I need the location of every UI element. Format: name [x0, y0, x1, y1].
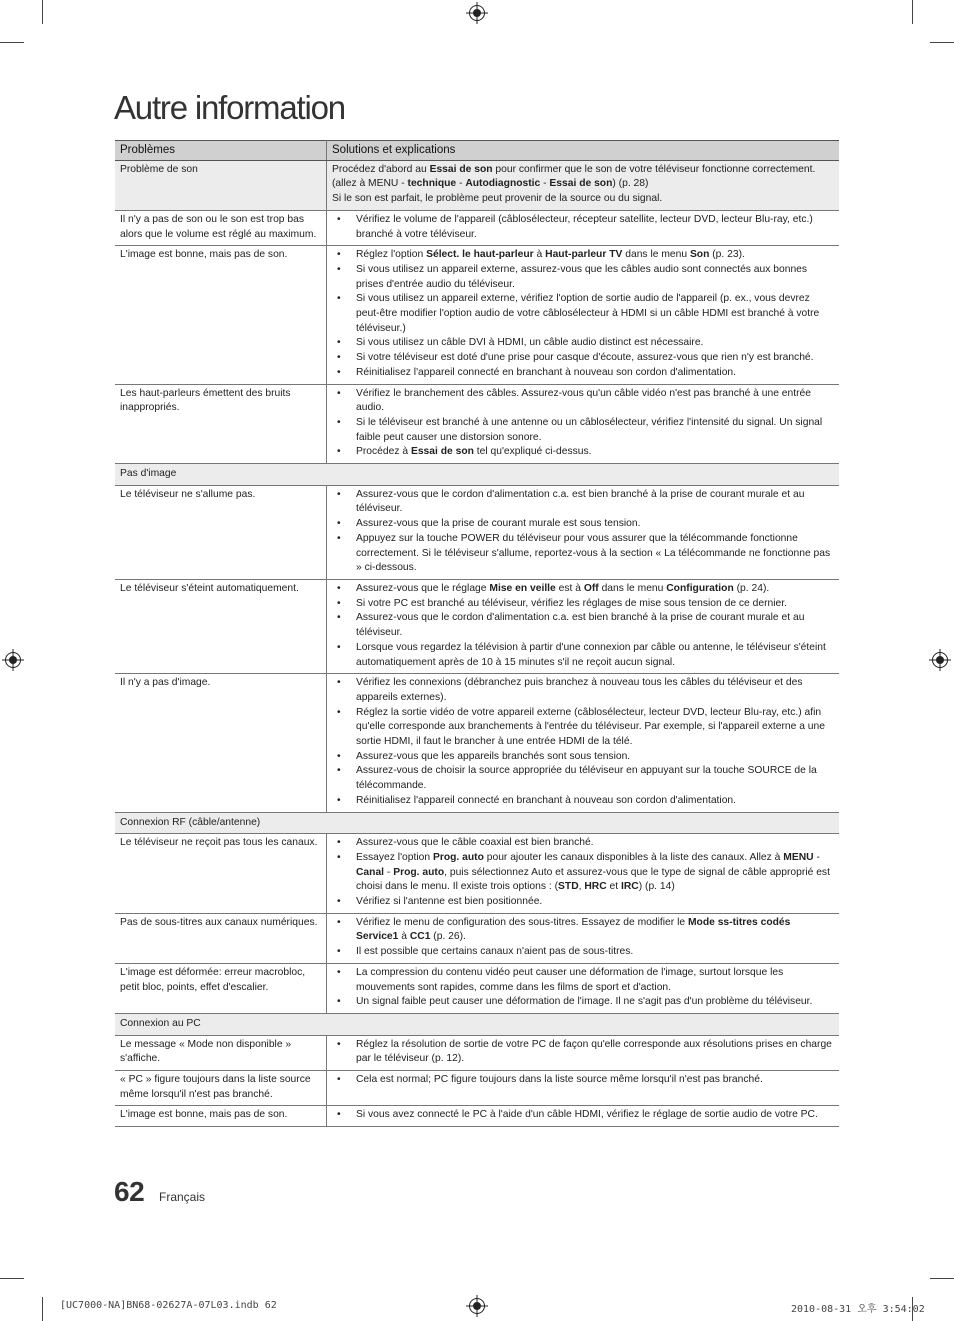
table-row: [115, 963, 839, 1013]
text-segment: , puis sélectionnez Auto et assurez-vous que le type de signal de câble approprié est choisi dans le menu. Il existe trois options : (: [356, 866, 830, 893]
page-number: 62: [114, 1176, 145, 1207]
table-body: [115, 160, 839, 1126]
text-segment: -: [456, 178, 466, 190]
text-segment: (p. 24).: [733, 582, 770, 594]
text-segment: Si vous utilisez un appareil externe, vérifiez l'option de sortie audio de l'appareil (p. ex., vous devrez peut-être modifier l'option audio de votre câblosélecteur à HDMI si un câble HDMI est branché à votre téléviseur.): [356, 293, 820, 334]
solution-cell: [327, 160, 840, 210]
bold-text: Son: [689, 249, 710, 261]
list-item: [332, 851, 834, 895]
table-row: [115, 834, 839, 914]
table-section-row: [115, 812, 839, 834]
crop-mark: [930, 42, 954, 43]
bold-text: Canal: [356, 866, 385, 878]
text-segment: Si votre PC est branché au téléviseur, vérifiez les réglages de mise sous tension de ce dernier.: [356, 597, 787, 609]
troubleshooting-table: [115, 140, 839, 1127]
table-row: [115, 210, 839, 245]
solution-line: [332, 177, 834, 192]
page-title: Autre information: [114, 89, 345, 126]
text-segment: Vérifiez le branchement des câbles. Assurez-vous qu'un câble vidéo n'est pas branché à une entrée audio.: [356, 387, 811, 414]
solution-cell: [327, 913, 840, 963]
list-item: [332, 1038, 834, 1067]
table-section-row: [115, 464, 839, 486]
list-item: [332, 995, 834, 1010]
bold-text: CC1: [409, 931, 431, 943]
solution-cell: [327, 963, 840, 1013]
list-item: [332, 1073, 834, 1088]
text-segment: ,: [578, 881, 585, 893]
problem-cell: Le message « Mode non disponible » s'affiche.: [115, 1035, 327, 1070]
text-segment: ) (p. 28): [612, 178, 649, 190]
text-segment: ) (p. 14): [638, 881, 675, 893]
bold-text: Essai de son: [549, 178, 613, 190]
header-solutions: Solutions et explications: [327, 141, 840, 161]
text-segment: dans le menu: [622, 249, 690, 261]
print-footer-timestamp: 2010-08-31 오후 3:54:02: [791, 1304, 925, 1315]
crop-mark: [42, 0, 43, 24]
solution-list: [332, 676, 834, 808]
text-segment: Assurez-vous que la prise de courant murale est sous tension.: [356, 518, 641, 530]
text-segment: pour ajouter les canaux disponibles à la liste des canaux. Allez à: [483, 851, 784, 863]
text-segment: -: [540, 178, 550, 190]
table-row: [115, 485, 839, 579]
solution-list: [332, 966, 834, 1010]
table-section-row: [115, 1013, 839, 1035]
table-row: [115, 674, 839, 812]
section-label: Connexion RF (câble/antenne): [115, 812, 839, 834]
solution-list: [332, 582, 834, 670]
text-segment: (p. 23).: [709, 249, 745, 261]
text-segment: La compression du contenu vidéo peut causer une déformation de l'image, surtout lorsque les mouvements sont rapides, comme dans les films de sport et d'action.: [356, 966, 784, 993]
bold-text: Autodiagnostic: [465, 178, 541, 190]
text-segment: Un signal faible peut causer une déformation de l'image. Il ne s'agit pas d'un problème du téléviseur.: [356, 996, 813, 1008]
table-row: [115, 1071, 839, 1106]
crop-mark: [42, 1297, 43, 1321]
bold-text: Essai de son: [410, 446, 474, 458]
registration-mark-icon: [932, 652, 948, 668]
list-item: [332, 895, 834, 910]
text-segment: est à: [555, 582, 584, 594]
text-segment: Appuyez sur la touche POWER du téléviseur pour vous assurer que la télécommande fonctionne correctement. Si le téléviseur s'allume, reportez-vous à la section « La télécommande ne fonctionne pas » ci-dessous.: [356, 532, 831, 574]
page-language: Français: [159, 1190, 206, 1204]
text-segment: Assurez-vous que le cordon d'alimentation c.a. est bien branché à la prise de courant murale et au téléviseur.: [356, 488, 805, 515]
list-item: [332, 611, 834, 640]
problem-cell: L'image est bonne, mais pas de son.: [115, 246, 327, 384]
text-segment: Procédez d'abord au: [332, 163, 430, 175]
bold-text: Haut-parleur TV: [545, 249, 623, 261]
solution-cell: [327, 1071, 840, 1106]
text-segment: Assurez-vous que le câble coaxial est bien branché.: [356, 837, 594, 849]
solution-list: [332, 248, 834, 380]
list-item: [332, 1108, 834, 1123]
list-item: [332, 836, 834, 851]
registration-mark-icon: [469, 5, 485, 21]
solution-cell: [327, 384, 840, 464]
text-segment: Réglez la sortie vidéo de votre appareil externe (câblosélecteur, lecteur DVD, lecteur Blu-ray, etc.) afin qu'elle corresponde aux branchements à l'entrée du téléviseur. Par exemple, si l'appareil externe a une sortie HDMI, il faut le brancher à une entrée HDMI de la télé.: [356, 706, 825, 748]
table-row: [115, 246, 839, 384]
solution-cell: [327, 579, 840, 673]
solution-cell: [327, 1035, 840, 1070]
text-segment: (p. 26).: [430, 931, 466, 943]
text-segment: Réinitialisez l'appareil connecté en branchant à nouveau son cordon d'alimentation.: [356, 366, 737, 378]
list-item: [332, 597, 834, 612]
text-segment: Réglez la résolution de sortie de votre PC de façon qu'elle corresponde aux résolutions prises en charge par le téléviseur (p. 12).: [356, 1038, 832, 1065]
problem-cell: Il n'y a pas d'image.: [115, 674, 327, 812]
problem-cell: Pas de sous-titres aux canaux numériques.: [115, 913, 327, 963]
table-row: [115, 384, 839, 464]
list-item: [332, 764, 834, 793]
list-item: [332, 213, 834, 242]
list-item: [332, 351, 834, 366]
problem-cell: L'image est déformée: erreur macrobloc, petit bloc, points, effet d'escalier.: [115, 963, 327, 1013]
list-item: [332, 945, 834, 960]
text-segment: -: [384, 866, 394, 878]
crop-mark: [0, 42, 24, 43]
text-segment: -: [813, 851, 820, 863]
text-segment: Assurez-vous que le réglage: [356, 582, 490, 594]
text-segment: Vérifiez si l'antenne est bien positionnée.: [356, 896, 543, 908]
problem-cell: Problème de son: [115, 160, 327, 210]
text-segment: (allez à MENU -: [332, 178, 408, 190]
text-segment: Vérifiez le menu de configuration des sous-titres. Essayez de modifier le: [356, 916, 688, 928]
text-segment: Vérifiez le volume de l'appareil (câblosélecteur, récepteur satellite, lecteur DVD, lecteur Blu-ray, etc.) branché à votre téléviseur.: [356, 213, 813, 240]
text-segment: Assurez-vous que les appareils branchés sont sous tension.: [356, 750, 631, 762]
list-item: [332, 641, 834, 670]
text-segment: Lorsque vous regardez la télévision à partir d'une connexion par câble ou antenne, le téléviseur s'éteint automatiquement après de 10 à 15 minutes s'il ne reçoit aucun signal.: [356, 641, 826, 668]
solution-line: [332, 192, 834, 207]
solution-cell: [327, 246, 840, 384]
bold-text: STD: [558, 881, 579, 893]
text-segment: Si le téléviseur est branché à une antenne ou un câblosélecteur, vérifiez l'intensité du signal. Un signal faible peut causer une distorsion sonore.: [356, 416, 823, 443]
table-header-row: [115, 141, 839, 161]
list-item: [332, 488, 834, 517]
text-segment: Procédez à: [356, 446, 411, 458]
list-item: [332, 263, 834, 292]
text-segment: pour confirmer que le son de votre téléviseur fonctionne correctement.: [492, 163, 816, 175]
crop-mark: [0, 1278, 24, 1279]
list-item: [332, 916, 834, 945]
bold-text: MENU: [783, 851, 814, 863]
list-item: [332, 366, 834, 381]
text-segment: Si vous utilisez un câble DVI à HDMI, un câble audio distinct est nécessaire.: [356, 337, 704, 349]
text-segment: Réglez l'option: [356, 249, 427, 261]
bold-text: IRC: [621, 881, 639, 893]
table-row: [115, 1106, 839, 1127]
table-row: [115, 1035, 839, 1070]
list-item: [332, 416, 834, 445]
list-item: [332, 966, 834, 995]
solution-list: [332, 836, 834, 910]
bold-text: Prog. auto: [393, 866, 445, 878]
list-item: [332, 532, 834, 576]
solution-list: [332, 1038, 834, 1067]
problem-cell: Il n'y a pas de son ou le son est trop bas alors que le volume est réglé au maximum.: [115, 210, 327, 245]
text-segment: Si vous utilisez un appareil externe, assurez-vous que les câbles audio sont connectés aux bonnes prises d'entrée audio du téléviseur.: [356, 263, 808, 290]
bold-text: Mise en veille: [489, 582, 556, 594]
list-item: [332, 292, 834, 336]
solution-list: [332, 213, 834, 242]
crop-mark: [912, 0, 913, 24]
bold-text: Prog. auto: [432, 851, 484, 863]
solution-list: [332, 916, 834, 960]
bold-text: Sélect. le haut-parleur: [426, 249, 534, 261]
bold-text: Off: [583, 582, 599, 594]
text-segment: Essayez l'option: [356, 851, 433, 863]
print-footer-file: [UC7000-NA]BN68-02627A-07L03.indb 62: [60, 1300, 277, 1311]
solution-list: [332, 488, 834, 576]
text-segment: et: [606, 881, 621, 893]
solution-list: [332, 1073, 834, 1088]
problem-cell: « PC » figure toujours dans la liste source même lorsqu'il n'est pas branché.: [115, 1071, 327, 1106]
problem-cell: Le téléviseur ne s'allume pas.: [115, 485, 327, 579]
solution-cell: [327, 834, 840, 914]
text-segment: Il est possible que certains canaux n'aient pas de sous-titres.: [356, 946, 634, 958]
table-row-intro: [115, 160, 839, 210]
registration-mark-icon: [469, 1298, 485, 1314]
text-segment: Vérifiez les connexions (débranchez puis branchez à nouveau tous les câbles du téléviseur et des appareils externes).: [356, 677, 803, 703]
list-item: [332, 676, 834, 705]
text-segment: Si vous avez connecté le PC à l'aide d'un câble HDMI, vérifiez le réglage de sortie audio de votre PC.: [356, 1109, 818, 1121]
problem-cell: Le téléviseur ne reçoit pas tous les canaux.: [115, 834, 327, 914]
solution-cell: [327, 210, 840, 245]
solution-list: [332, 1108, 834, 1123]
list-item: [332, 517, 834, 532]
bold-text: Configuration: [666, 582, 734, 594]
bold-text: Essai de son: [429, 163, 493, 175]
registration-mark-icon: [5, 652, 21, 668]
problem-cell: Le téléviseur s'éteint automatiquement.: [115, 579, 327, 673]
section-label: Connexion au PC: [115, 1013, 839, 1035]
text-segment: Si votre téléviseur est doté d'une prise pour casque d'écoute, assurez-vous que rien n'y est branché.: [356, 352, 814, 364]
text-segment: Réinitialisez l'appareil connecté en branchant à nouveau son cordon d'alimentation.: [356, 794, 737, 806]
solution-list: [332, 387, 834, 461]
text-segment: Cela est normal; PC figure toujours dans la liste source même lorsqu'il n'est pas branché.: [356, 1074, 763, 1086]
solution-cell: [327, 485, 840, 579]
problem-cell: L'image est bonne, mais pas de son.: [115, 1106, 327, 1127]
bold-text: technique: [407, 178, 457, 190]
problem-cell: Les haut-parleurs émettent des bruits inappropriés.: [115, 384, 327, 464]
list-item: [332, 706, 834, 750]
bold-text: Mode ss-titres codés Service1: [356, 916, 791, 943]
text-segment: Assurez-vous que le cordon d'alimentation c.a. est bien branché à la prise de courant murale et au téléviseur.: [356, 612, 805, 639]
list-item: [332, 582, 834, 597]
table-row: [115, 579, 839, 673]
list-item: [332, 387, 834, 416]
section-label: Pas d'image: [115, 464, 839, 486]
bold-text: HRC: [584, 881, 607, 893]
list-item: [332, 336, 834, 351]
table-row: [115, 913, 839, 963]
text-segment: tel qu'expliqué ci-dessus.: [473, 446, 592, 458]
solution-line: [332, 163, 834, 178]
text-segment: Assurez-vous de choisir la source appropriée du téléviseur en appuyant sur la touche SOURCE de la télécommande.: [356, 765, 817, 792]
solution-cell: [327, 1106, 840, 1127]
text-segment: Si le son est parfait, le problème peut provenir de la source ou du signal.: [332, 193, 663, 205]
list-item: [332, 248, 834, 263]
crop-mark: [930, 1278, 954, 1279]
text-segment: dans le menu: [598, 582, 667, 594]
text-segment: à: [533, 249, 546, 261]
list-item: [332, 750, 834, 765]
header-problems: Problèmes: [115, 141, 327, 161]
list-item: [332, 445, 834, 460]
text-segment: à: [398, 931, 410, 943]
solution-cell: [327, 674, 840, 812]
list-item: [332, 794, 834, 809]
